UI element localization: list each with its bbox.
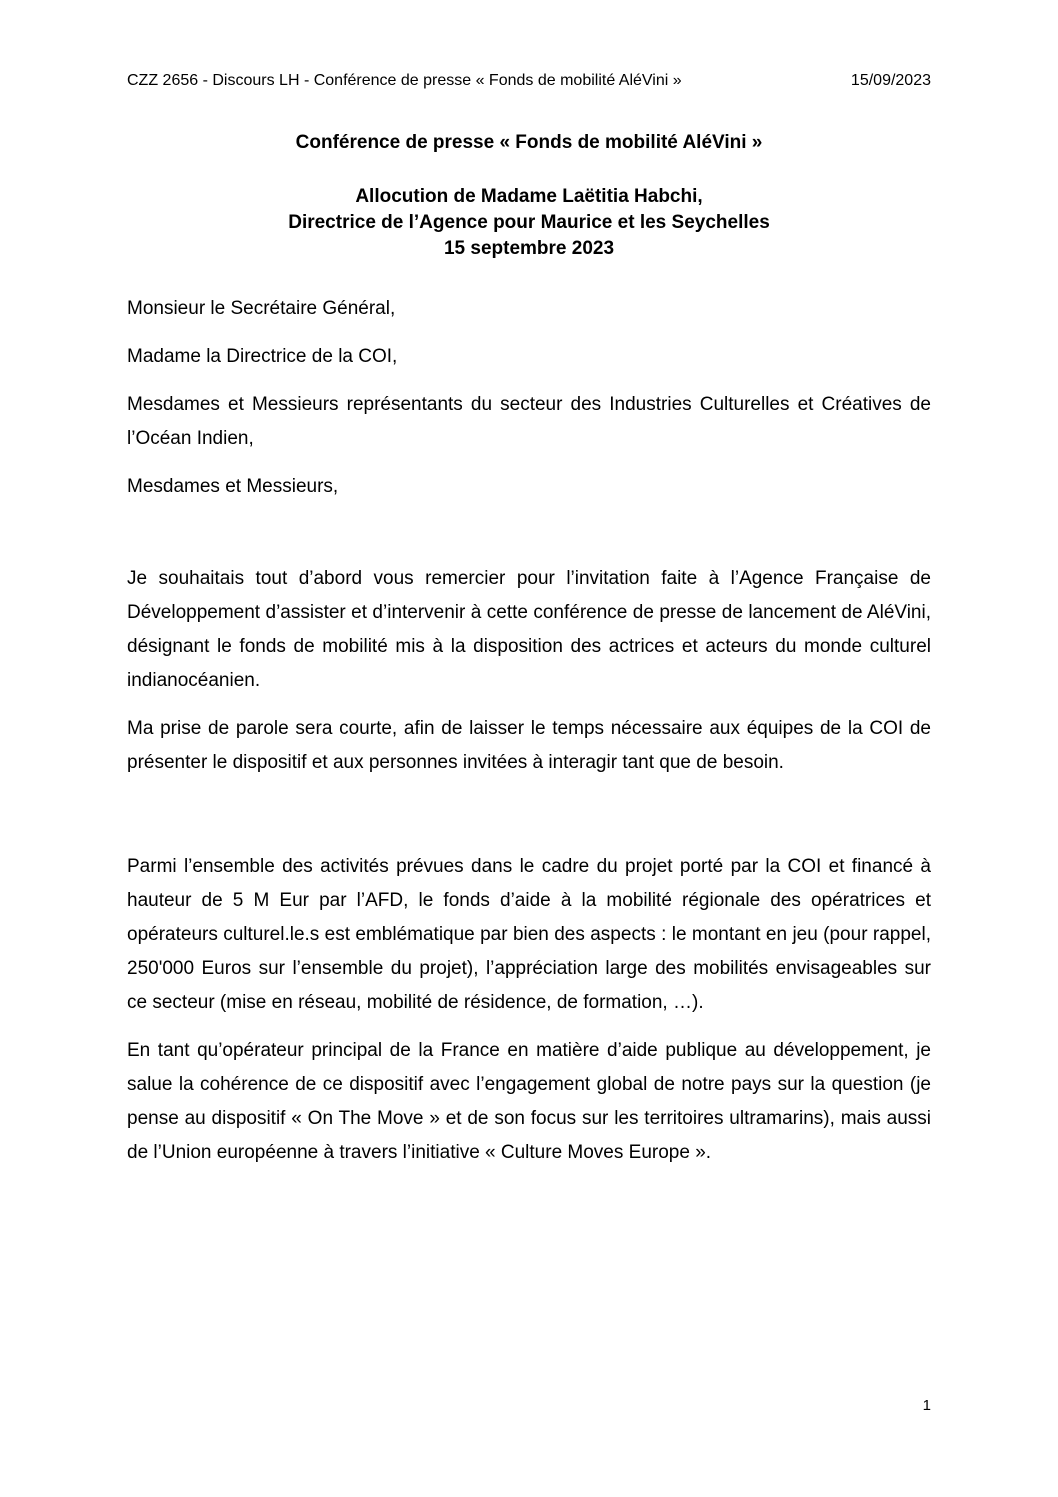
paragraph: Parmi l’ensemble des activités prévues dans le cadre du projet porté par la COI et financé à hauteur de 5 M Eur par l’AFD, le fonds d’aide à la mobilité régionale des opératrices et opérateurs culturel.le.s est emblématique par bien des aspects : le montant en jeu (pour rappel, 250'000 Euros sur l’ensemble du projet), l’appréciation large des mobilités envisageables sur ce secteur (mise en réseau, mobilité de résidence, de formation, …).	[127, 856, 931, 1013]
salutation: Mesdames et Messieurs,	[127, 476, 339, 497]
speaker-block	[0, 184, 1058, 262]
document-title: Conférence de presse « Fonds de mobilité AléVini »	[295, 132, 763, 153]
paragraph: En tant qu’opérateur principal de la France en matière d’aide publique au développement, je salue la cohérence de ce dispositif avec l’engagement global de notre pays sur la question (je pense au dispositif « On The Move » et de son focus sur les territoires ultramarins), mais aussi de l’Union européenne à travers l’initiative « Culture Moves Europe ».	[127, 1040, 931, 1163]
speech-date: 15 septembre 2023	[443, 238, 615, 259]
speaker-role: Directrice de l’Agence pour Maurice et les Seychelles	[288, 212, 770, 233]
paragraph: Ma prise de parole sera courte, afin de laisser le temps nécessaire aux équipes de la COI de présenter le dispositif et aux personnes invitées à interagir tant que de besoin.	[127, 718, 931, 773]
page-number: 1	[922, 1397, 931, 1414]
header-reference: CZZ 2656 - Discours LH - Conférence de presse « Fonds de mobilité AléVini »	[127, 72, 682, 89]
page-header	[127, 70, 931, 92]
speaker-name: Allocution de Madame Laëtitia Habchi,	[355, 186, 703, 207]
salutation: Mesdames et Messieurs représentants du secteur des Industries Culturelles et Créatives de l’Océan Indien,	[127, 394, 931, 449]
salutation: Monsieur le Secrétaire Général,	[127, 298, 396, 319]
document-body	[127, 292, 931, 1184]
header-date: 15/09/2023	[850, 72, 931, 89]
title-block	[0, 130, 1058, 262]
paragraph: Je souhaitais tout d’abord vous remercier pour l’invitation faite à l’Agence Française de Développement d’assister et d’intervenir à cette conférence de presse de lancement de AléVini, désignant le fonds de mobilité mis à la disposition des actrices et acteurs du monde culturel indianocéanien.	[127, 568, 931, 691]
salutation: Madame la Directrice de la COI,	[127, 346, 398, 367]
